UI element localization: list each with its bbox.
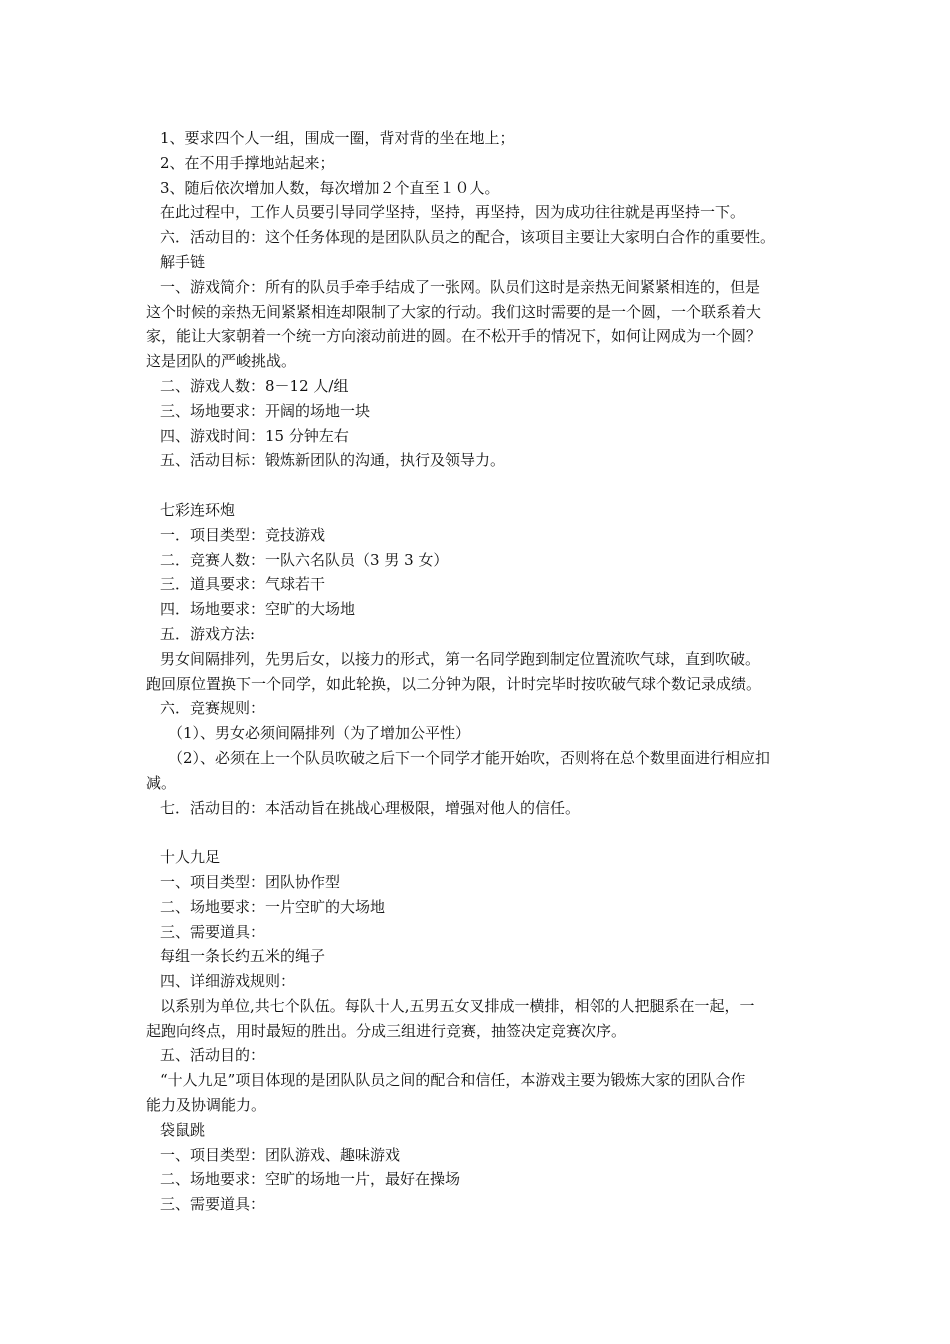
text-line: 四、游戏时间：15 分钟左右 (160, 426, 349, 445)
text-line: 减。 (146, 773, 177, 792)
text-line: 这个时候的亲热无间紧紧相连却限制了大家的行动。我们这时需要的是一个圆，一个联系着大 (146, 302, 762, 321)
text-line: 三、场地要求：开阔的场地一块 (160, 401, 371, 420)
text-line: 二、游戏人数：8－12 人/组 (160, 376, 349, 395)
text-line: 三、需要道具： (160, 1195, 266, 1214)
text-line: 2、在不用手撑地站起来； (160, 153, 335, 172)
text-line: 五．游戏方法: (160, 624, 256, 643)
text-line: 一．项目类型：竞技游戏 (160, 525, 326, 544)
text-line: （2）、必须在上一个队员吹破之后下一个同学才能开始吹，否则将在总个数里面进行相应扣 (168, 748, 771, 767)
text-line: 六．竞赛规则： (160, 699, 266, 718)
text-line: 能力及协调能力。 (146, 1096, 267, 1115)
text-line: 男女间隔排列，先男后女，以接力的形式，第一名同学跑到制定位置流吹气球，直到吹破。 (160, 649, 761, 668)
text-line: 三．道具要求：气球若干 (160, 575, 326, 594)
text-line: 六．活动目的：这个任务体现的是团队队员之的配合，该项目主要让大家明白合作的重要性。 (160, 228, 776, 247)
section-title-qicai: 七彩连环炮 (160, 500, 236, 519)
text-line: 一、项目类型：团队游戏、趣味游戏 (160, 1145, 401, 1164)
text-line: 1、要求四个人一组，围成一圈，背对背的坐在地上； (160, 129, 515, 147)
text-line: 七．活动目的：本活动旨在挑战心理极限，增强对他人的信任。 (160, 798, 581, 817)
text-line: 每组一条长约五米的绳子 (160, 947, 326, 966)
blank-line (146, 820, 810, 845)
text-line: 五、活动目的： (160, 1046, 266, 1065)
text-line: 二．竞赛人数：一队六名队员（3 男 3 女） (160, 550, 449, 569)
text-line: 家，能让大家朝着一个统一方向滚动前进的圆。在不松开手的情况下，如何让网成为一个圆？ (146, 327, 762, 346)
text-line: 一、游戏简介：所有的队员手牵手结成了一张网。队员们这时是亲热无间紧紧相连的，但是 (160, 277, 761, 296)
text-line: （1）、男女必须间隔排列（为了增加公平性） (168, 724, 471, 743)
text-line: 起跑向终点，用时最短的胜出。分成三组进行竞赛，抽签决定竞赛次序。 (146, 1021, 627, 1040)
text-line: 四．场地要求：空旷的大场地 (160, 600, 356, 619)
text-line: 以系别为单位,共七个队伍。每队十人,五男五女叉排成一横排，相邻的人把腿系在一起，一 (160, 996, 755, 1015)
text-line: 在此过程中，工作人员要引导同学坚持，坚持，再坚持，因为成功往往就是再坚持一下。 (160, 203, 746, 222)
section-title-shiren: 十人九足 (160, 848, 221, 867)
text-line: 二、场地要求：一片空旷的大场地 (160, 897, 386, 916)
blank-line (146, 473, 810, 498)
text-line: 三、需要道具： (160, 922, 266, 941)
section-title-jieshoulian: 解手链 (160, 252, 206, 271)
text-line: 3、随后依次增加人数，每次增加２个直至１０人。 (160, 178, 500, 197)
text-line: 跑回原位置换下一个同学，如此轮换，以二分钟为限，计时完毕时按吹破气球个数记录成绩。 (146, 674, 762, 693)
document-body (146, 126, 810, 1217)
text-line: 这是团队的严峻挑战。 (146, 352, 297, 371)
text-line: 四、详细游戏规则： (160, 972, 296, 991)
section-title-daishu: 袋鼠跳 (160, 1120, 206, 1139)
text-line: “十人九足”项目体现的是团队队员之间的配合和信任，本游戏主要为锻炼大家的团队合作 (160, 1071, 746, 1090)
text-line: 五、活动目标：锻炼新团队的沟通，执行及领导力。 (160, 451, 506, 470)
text-line: 二、场地要求：空旷的场地一片，最好在操场 (160, 1170, 461, 1189)
text-line: 一、项目类型：团队协作型 (160, 872, 341, 891)
